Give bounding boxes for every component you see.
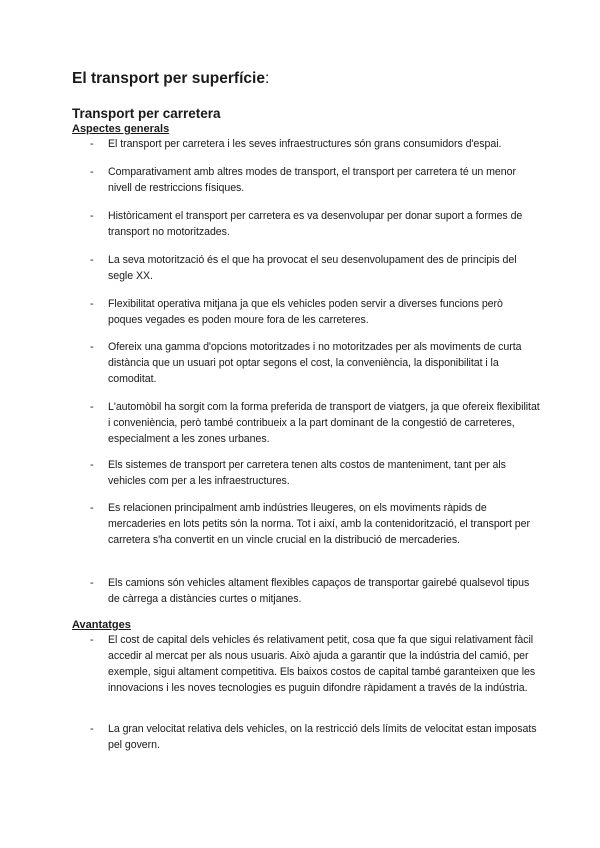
bullet-dash: - bbox=[90, 138, 94, 150]
list-item-text: La seva motorització és el que ha provocat el seu desenvolupament des de principis del segle XX. bbox=[108, 254, 517, 282]
bullet-dash: - bbox=[90, 723, 94, 735]
list-item-text: El transport per carretera i les seves infraestructures són grans consumidors d'espai. bbox=[108, 138, 502, 150]
bullet-dash: - bbox=[90, 210, 94, 222]
bullet-dash: - bbox=[90, 254, 94, 266]
list-item-text: El cost de capital dels vehicles és relativament petit, cosa que fa que sigui relativament fàcil accedir al mercat per als nous usuaris. Això ajuda a garantir que la indústria del camió, per exemple, sigui altament competitiva. Els baixos costos de capital també garanteixen que les innovacions i les noves tecnologies es puguin difondre ràpidament a través de la indústria. bbox=[108, 634, 536, 694]
bullet-dash: - bbox=[90, 298, 94, 310]
page-title-text: El transport per superfície bbox=[72, 70, 265, 87]
bullet-dash: - bbox=[90, 341, 94, 353]
list-item-text: Històricament el transport per carretera es va desenvolupar per donar suport a formes de transport no motoritzades. bbox=[108, 210, 523, 238]
bullet-dash: - bbox=[90, 577, 94, 589]
section-heading-aspectes-generals: Aspectes generals bbox=[72, 123, 170, 135]
bullet-dash: - bbox=[90, 166, 94, 178]
section-heading-avantatges: Avantatges bbox=[72, 619, 131, 631]
bullet-dash: - bbox=[90, 502, 94, 514]
list-item-text: Es relacionen principalment amb indústries lleugeres, on els moviments ràpids de mercaderies en lots petits són la norma. Tot i així, amb la contenidorització, el transport per carretera s'ha convertit en un vincle crucial en la distribució de mercaderies. bbox=[108, 502, 530, 546]
list-item-text: L'automòbil ha sorgit com la forma preferida de transport de viatgers, ja que ofereix flexibilitat i conveniència, però també contribueix a la part dominant de la congestió de carreteres, especialment a les zones urbanes. bbox=[108, 401, 540, 445]
list-item-text: Comparativament amb altres modes de transport, el transport per carretera té un menor nivell de restriccions físiques. bbox=[108, 166, 516, 194]
section-subtitle: Transport per carretera bbox=[72, 106, 221, 121]
list-item-text: La gran velocitat relativa dels vehicles, on la restricció dels límits de velocitat estan imposats pel govern. bbox=[108, 723, 537, 751]
list-item-text: Ofereix una gamma d'opcions motoritzades i no motoritzades per als moviments de curta distància que un usuari pot optar segons el cost, la conveniència, la disponibilitat i la comoditat. bbox=[108, 341, 522, 385]
list-item-text: Flexibilitat operativa mitjana ja que els vehicles poden servir a diverses funcions però poques vegades es poden moure fora de les carreteres. bbox=[108, 298, 503, 326]
bullet-dash: - bbox=[90, 401, 94, 413]
bullet-dash: - bbox=[90, 634, 94, 646]
page-title-colon: : bbox=[264, 70, 270, 87]
list-item-text: Els camions són vehicles altament flexibles capaços de transportar gairebé qualsevol tipus de càrrega a distàncies curtes o mitjanes. bbox=[108, 577, 530, 605]
list-item-text: Els sistemes de transport per carretera tenen alts costos de manteniment, tant per als vehicles com per a les infraestructures. bbox=[108, 459, 506, 487]
page-title bbox=[72, 70, 269, 88]
bullet-dash: - bbox=[90, 459, 94, 471]
